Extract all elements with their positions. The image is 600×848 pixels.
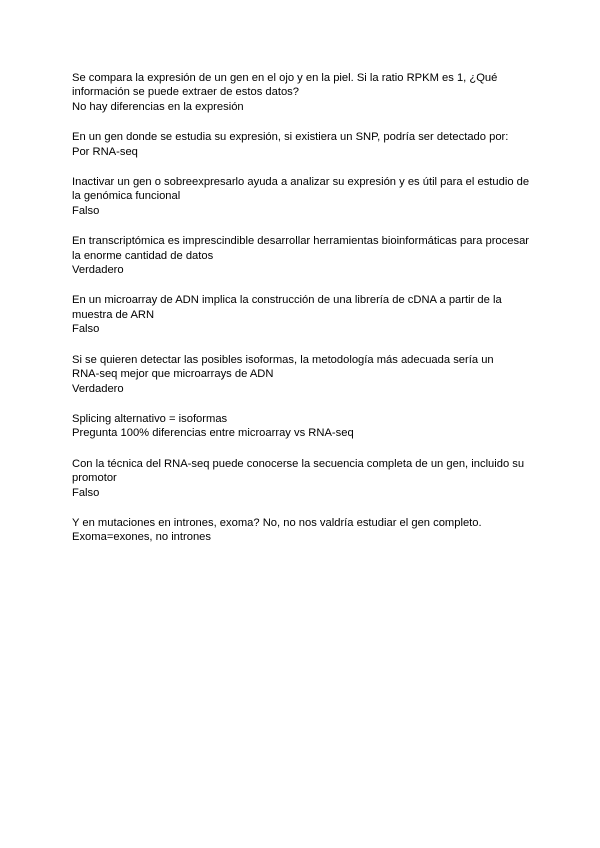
question-line: Si se quieren detectar las posibles isoformas, la metodología más adecuada sería un bbox=[72, 353, 494, 366]
answer-line: Verdadero bbox=[72, 264, 124, 277]
qa-block bbox=[72, 516, 532, 545]
answer-line: Falso bbox=[72, 323, 100, 336]
question-line: Se compara la expresión de un gen en el ojo y en la piel. Si la ratio RPKM es 1, ¿Qué bbox=[72, 72, 498, 84]
note-block bbox=[72, 412, 532, 441]
answer-line: Exoma=exones, no intrones bbox=[72, 531, 211, 544]
question-line: Inactivar un gen o sobreexpresarlo ayuda a analizar su expresión y es útil para el estudio de bbox=[72, 176, 530, 189]
question-line: información se puede extraer de estos datos? bbox=[72, 86, 299, 99]
note-line: Pregunta 100% diferencias entre microarray vs RNA-seq bbox=[72, 427, 354, 440]
question-line: En un microarray de ADN implica la construcción de una librería de cDNA a partir de la bbox=[72, 294, 502, 307]
note-line: Splicing alternativo = isoformas bbox=[72, 412, 228, 425]
question-line: En un gen donde se estudia su expresión, si existiera un SNP, podría ser detectado por: bbox=[72, 131, 509, 144]
answer-line: No hay diferencias en la expresión bbox=[72, 100, 244, 113]
answer-line: Por RNA-seq bbox=[72, 145, 138, 158]
question-line: promotor bbox=[72, 472, 117, 485]
qa-block bbox=[72, 293, 532, 336]
qa-block bbox=[72, 175, 532, 218]
qa-block bbox=[72, 234, 532, 277]
question-line: RNA-seq mejor que microarrays de ADN bbox=[72, 368, 274, 381]
question-line: la enorme cantidad de datos bbox=[72, 249, 214, 262]
answer-line: Falso bbox=[72, 204, 100, 217]
question-line: Y en mutaciones en intrones, exoma? No, no nos valdría estudiar el gen completo. bbox=[72, 516, 482, 529]
question-line: Con la técnica del RNA-seq puede conocerse la secuencia completa de un gen, incluido su bbox=[72, 457, 525, 470]
qa-block bbox=[72, 353, 532, 396]
answer-line: Verdadero bbox=[72, 382, 124, 395]
qa-block bbox=[72, 71, 532, 114]
qa-block bbox=[72, 457, 532, 500]
question-line: muestra de ARN bbox=[72, 308, 155, 321]
question-line: En transcriptómica es imprescindible desarrollar herramientas bioinformáticas para procesar bbox=[72, 235, 530, 248]
question-line: la genómica funcional bbox=[72, 190, 181, 203]
qa-block bbox=[72, 130, 532, 159]
document-body bbox=[72, 71, 532, 561]
answer-line: Falso bbox=[72, 486, 100, 499]
